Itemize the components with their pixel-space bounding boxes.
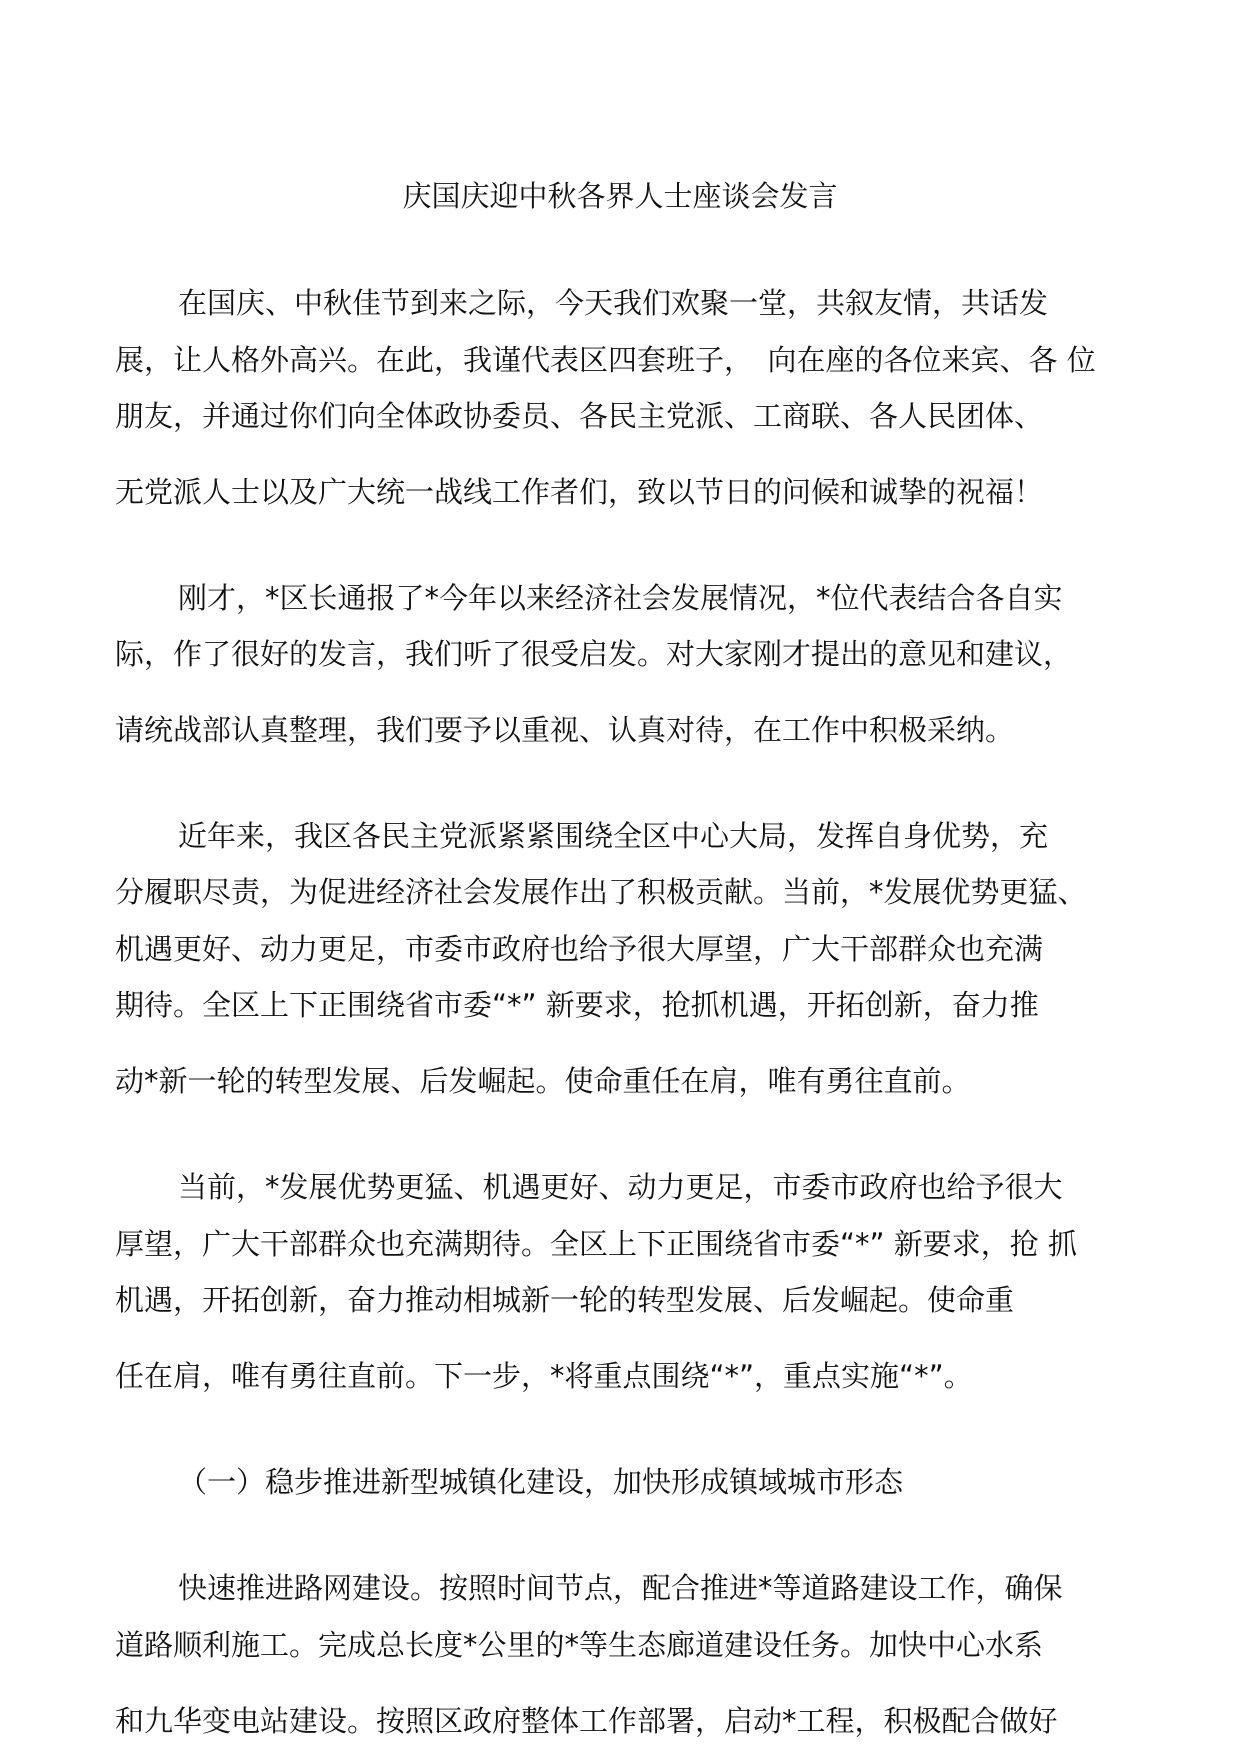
- page-title: 庆国庆迎中秋各界人士座谈会发言: [402, 179, 838, 213]
- paragraph-line: 机遇，开拓创新，奋力推动相城新一轮的转型发展、后发崛起。使命重: [115, 1283, 1015, 1317]
- paragraph-line: 刚才，*区长通报了*今年以来经济社会发展情况，*位代表结合各自实: [178, 581, 1063, 615]
- paragraph-line: 当前，*发展优势更猛、机遇更好、动力更足，市委市政府也给予很大: [178, 1170, 1063, 1204]
- paragraph-line: 朋友，并通过你们向全体政协委员、各民主党派、工商联、各人民团体、: [115, 399, 1044, 433]
- paragraph-line: 机遇更好、动力更足，市委市政府也给予很大厚望，广大干部群众也充满: [115, 932, 1044, 966]
- paragraph-line: 近年来，我区各民主党派紧紧围绕全区中心大局，发挥自身优势，充: [178, 819, 1049, 853]
- paragraph-line: 道路顺利施工。完成总长度*公里的*等生态廊道建设任务。加快中心水系: [115, 1628, 1044, 1662]
- paragraph-line: 际，作了很好的发言，我们听了很受启发。对大家刚才提出的意见和建议，: [115, 637, 1073, 671]
- paragraph-line: 无党派人士以及广大统一战线工作者们，致以节日的问候和诚挚的祝福！: [115, 475, 1044, 509]
- paragraph-line: 在国庆、中秋佳节到来之际，今天我们欢聚一堂，共叙友情，共话发: [178, 286, 1049, 320]
- paragraph-line: 期待。全区上下正围绕省市委“*” 新要求，抢抓机遇，开拓创新，奋力推: [115, 988, 1039, 1022]
- paragraph-line: 分履职尽责，为促进经济社会发展作出了积极贡献。当前，*发展优势更猛、: [115, 875, 1087, 909]
- paragraph-line: 展，让人格外高兴。在此，我谨代表区四套班子， 向在座的各位来宾、各 位: [115, 343, 1096, 377]
- paragraph-line: 请统战部认真整理，我们要予以重视、认真对待，在工作中积极采纳。: [115, 713, 1015, 747]
- paragraph-line: 快速推进路网建设。按照时间节点，配合推进*等道路建设工作，确保: [178, 1571, 1063, 1605]
- paragraph-line: 动*新一轮的转型发展、后发崛起。使命重任在肩，唯有勇往直前。: [115, 1064, 971, 1098]
- paragraph-line: 任在肩，唯有勇往直前。下一步，*将重点围绕“*”，重点实施“*”。: [115, 1359, 973, 1393]
- paragraph-line: 和九华变电站建设。按照区政府整体工作部署，启动*工程，积极配合做好: [115, 1704, 1058, 1738]
- paragraph-line: 厚望，广大干部群众也充满期待。全区上下正围绕省市委“*” 新要求，抢 抓: [115, 1227, 1077, 1261]
- section-heading: （一）稳步推进新型城镇化建设，加快形成镇域城市形态: [178, 1465, 904, 1499]
